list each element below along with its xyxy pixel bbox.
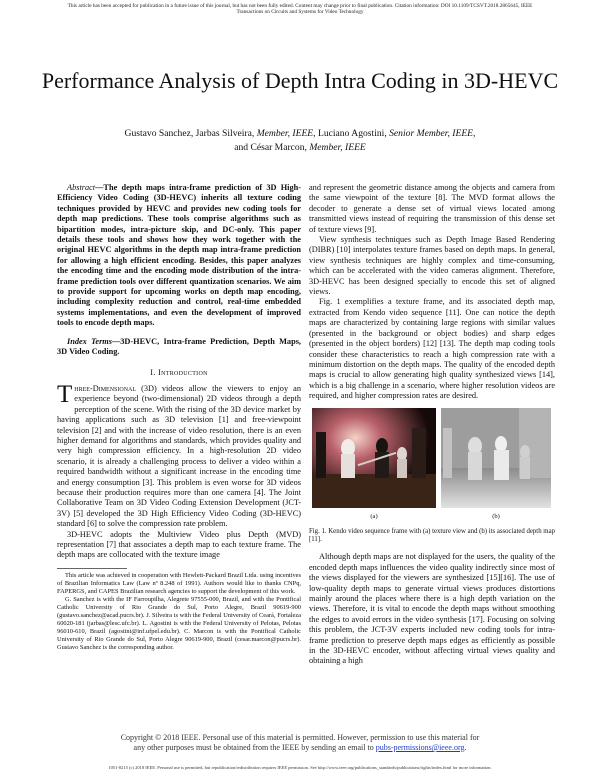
intro-paragraph-2: 3D-HEVC adopts the Multiview Video plus Depth (MVD) representation [7] that associates a depth map to each texture frame. The depth maps are collocated with the texture image [57,529,301,560]
footnote-affiliations: G. Sanchez is with the IF Farroupilha, Alegrete 97555-000, Brazil, and with the Pontifical Catholic University of Rio Grande do Sul, Porto Alegre, Brazil 90619-900 (gustavo.sanchez@acad.pucrs.br). J. Silveira is with the Federal University of Ceará, Fortaleza 60020-181 (jarbas@lesc.ufc.br). L. Agostini is with the Federal University of Pelotas, Pelotas 96010-610, Brazil (agostini@inf.ufpel.edu.br). C. Marcon is with the Pontifical Catholic University of Rio Grande do Sul, Porto Alegre 90619-900, Brazil (cesar.marcon@pucrs.br). Gustavo Sanchez is the corresponding author. [57,595,301,651]
right-paragraph-0: and represent the geometric distance among the objects and camera from the same viewpoint of the texture [8]. The MVD format allows the decoder to generate a dense set of virtual views located among transmitted views instead of requiring the transmission of this dense set of texture views [9]. [309,183,555,234]
figure-caption-text: Fig. 1. Kendo video sequence frame with (a) texture view and (b) its associated depth map [11]. [309,527,555,543]
figure-caption [309,528,555,545]
index-terms [57,337,301,358]
footnote-rule [57,568,127,569]
authors-names-3: and César Marcon, [234,142,310,153]
copyright-text: any other purposes must be obtained from the IEEE by sending an email to [133,743,376,752]
copyright-footer [30,733,570,753]
header-line-1: This article has been accepted for publication in a future issue of this journal, but has not been fully edited. Content may change prior to final publication. Citation information: DOI 10.1109/TCSVT.2018.2865645, IEEE [67,3,533,9]
right-paragraph-3: Although depth maps are not displayed for the users, the quality of the encoded depth maps influences the video quality indirectly since most of the views displayed for the viewers are synthesized [15][16]. The use of low-quality depth maps to generate virtual views produces distortions mainly around the places where there is a high depth variation on the views. Therefore, it is vital to encode the depth maps without smoothing the edges to avoid errors in the video synthesis [17]. Focusing on solving this problem, the JCT-3V experts included new coding tools for intra-frame prediction to preserve depth maps edges as efficiently as possible in the 3D-HEVC encoder, without affecting virtual views quality and obtaining a high [309,552,555,666]
left-column [57,183,301,652]
author-role-1: Member, IEEE [256,128,314,139]
depth-scene-graphic [441,408,551,508]
issn-line: 1051-8215 (c) 2018 IEEE. Personal use is permitted, but republication/redistribution requires IEEE permission. See http://www.ieee.org/publications_standards/publications/rights/index.html for more information. [108,765,492,770]
right-paragraph-2: Fig. 1 exemplifies a texture frame, and its associated depth map, extracted from Kendo video sequence [11]. One can notice the depth maps are characterized by containing large regions with similar values (presented in the background or object bodies) and sharp edges (presented in the object borders) [12] [13]. The depth map coding tools consider these characteristics to reach a high compression rate with a minimum distortion on the depth maps. The quality of the encoded depth maps is crucial to allow generating high quality synthesized views [14], which is a big challenge in a scenario, where higher resolution videos are required, and higher compression rates are desired. [309,297,555,401]
intro-paragraph-1 [57,380,301,530]
header-line-2: Transactions on Circuits and Systems for Video Technology [236,9,364,16]
abstract-label: Abstract [67,183,96,192]
texture-view-image [312,408,436,508]
figure-sub-label-b: (b) [492,512,500,520]
figure-sub-label-a: (a) [370,512,378,520]
permissions-email-link[interactable]: pubs-permissions@ieee.org [375,743,465,752]
index-terms-label: Index Terms [67,336,112,346]
author-role-3: Member, IEEE [309,142,366,153]
figure-1 [309,408,555,526]
authors-sep: , [473,128,476,139]
drop-cap: T [57,380,73,408]
texture-scene-graphic [312,408,436,508]
footnote-funding: This article was achieved in cooperation with Hewlett-Packard Brazil Ltda. using incentives of Brazilian Informatics Law (Law nº 8.248 of 1991). Authors would like to thanks CNPq, FAPERGS, and CAPES Brazilian research agencies to support the development of this work. [57,571,301,595]
section-heading [57,368,301,378]
footnotes [57,572,301,652]
right-paragraph-1: View synthesis techniques such as Depth Image Based Rendering (DIBR) [10] interpolates texture frames based on depth maps. In general, view synthesis techniques are highly complex and time-consuming, which can be accelerated with the video cameras alignment. Therefore, 3D-HEVC has been designed specially to encode this set of aligned views. [309,235,555,297]
author-list [40,127,560,155]
depth-map-image [441,408,551,508]
author-role-2: Senior Member, IEEE [389,128,474,139]
author-line-1 [40,127,560,141]
right-column [309,183,555,667]
author-line-2 [40,141,560,155]
intro-text-1: (3D) videos allow the viewers to enjoy an experience beyond (two-dimensional) 2D videos through a depth perception of the scene. With the rising of the 3D device market by having applications such as 3D television [1] and free-viewpoint television [2] and with the increase of video resolution, there is an even higher demand for algorithms and standards, which provides quality and very high compression efficiency. In a high-resolution 2D video scenario, it is already a challenging process to deliver a video within a required bandwidth without a significant increase in the encoding time and energy consumption [3]. This problem is even worse for 3D videos because their production requires more than one camera [4]. The Joint Collaborative Team on 3D Video Coding Extension Development (JCT-3V) [5] developed the 3D High Efficiency Video Coding (3D-HEVC) standard [6] to solve the compression rate problem. [57,383,301,529]
authors-names-2: , Luciano Agostini, [313,128,390,139]
authors-names-1: Gustavo Sanchez, Jarbas Silveira, [124,128,257,139]
abstract [57,183,301,329]
section-number: I. [150,367,156,377]
abstract-text: —The depth maps intra-frame prediction of 3D High-Efficiency Video Coding (3D-HEVC) inherits all texture coding techniques provided by HEVC and provides new coding tools for depth map predictions. These tools comprise algorithms such as bipartition modes, intra-picture skip, and DC-only. This paper details these tools and shows how they work together with the original HEVC algorithms in the depth map intra-frame prediction for allowing a high efficient encoding. Besides, this paper analyzes the encoding time and the encoding mode distribution of the intra-frame prediction tools over different quantization scenarios. We aim to provide support for upcoming works on depth map encoding, including complexity reduction and control, real-time embedded systems implementations, and even the development of improved tools to encode depth maps. [57,183,301,328]
paper-title: Performance Analysis of Depth Intra Coding in 3D-HEVC [41,68,559,93]
copyright-line-2 [30,743,570,753]
journal-header [8,3,592,16]
intro-lead: hree-Dimensional [74,383,137,393]
section-title: Introduction [158,367,208,377]
copyright-line-1: Copyright © 2018 IEEE. Personal use of this material is permitted. However, permission to use this material for [120,733,480,742]
copyright-period: . [464,743,467,752]
index-terms-text: —3D-HEVC, Intra-frame Prediction, Depth Maps, 3D Video Coding. [57,336,301,357]
